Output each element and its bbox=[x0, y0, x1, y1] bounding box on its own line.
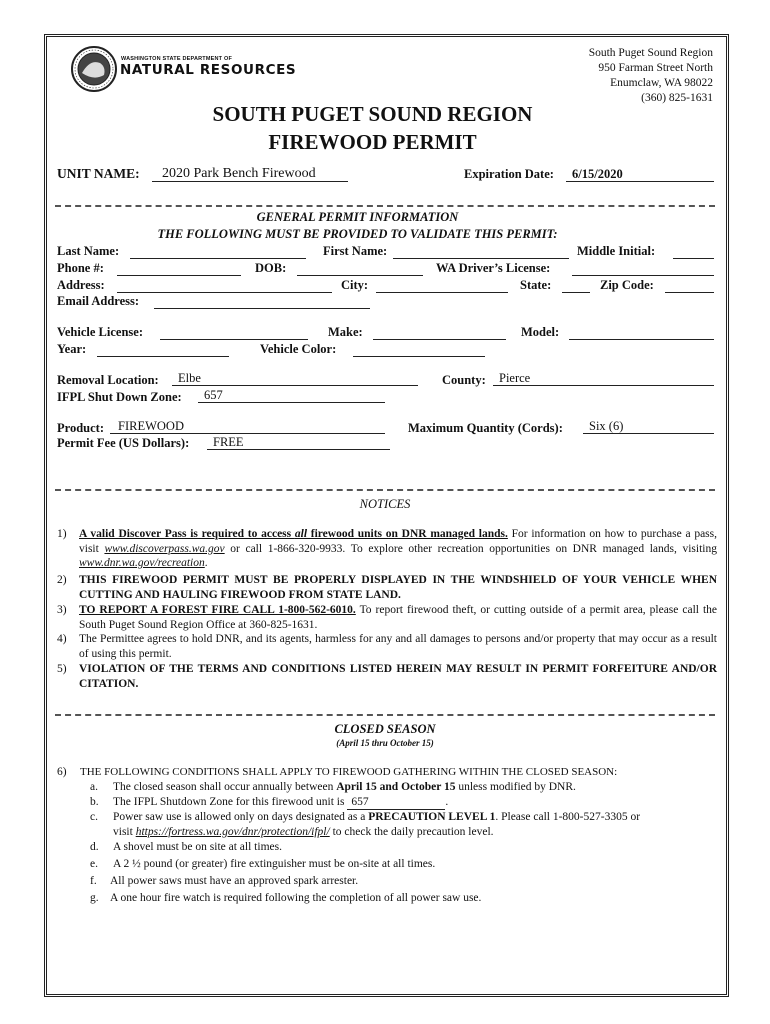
cond-b-text: The IFPL Shutdown Zone for this firewood unit is bbox=[113, 796, 348, 808]
unit-name-value: 2020 Park Bench Firewood bbox=[162, 166, 316, 181]
state-label: State: bbox=[520, 278, 552, 292]
permit-fee-label: Permit Fee (US Dollars): bbox=[57, 436, 190, 450]
notice-1-all: all bbox=[294, 528, 308, 540]
closed-season-dates: (April 15 thru October 15) bbox=[336, 738, 434, 748]
cond-c-end: to check the daily precaution level. bbox=[329, 826, 494, 838]
section-divider bbox=[55, 489, 715, 491]
notice-number: 2) bbox=[57, 574, 67, 586]
unit-name-label: UNIT NAME: bbox=[57, 166, 140, 181]
cond-b bbox=[113, 795, 448, 810]
dob-label: DOB: bbox=[255, 261, 287, 275]
cond-c-text-2: . Please call 1-800-527-3305 or bbox=[495, 811, 641, 823]
first-name-field[interactable] bbox=[393, 244, 569, 259]
notice-number: 5) bbox=[57, 663, 67, 675]
page-title bbox=[0, 100, 745, 156]
removal-location-value: Elbe bbox=[178, 371, 201, 385]
model-field[interactable] bbox=[569, 325, 714, 340]
last-name-field[interactable] bbox=[130, 244, 306, 259]
cond-f-letter: f. bbox=[90, 875, 97, 887]
address-label: Address: bbox=[57, 278, 105, 292]
office-address bbox=[589, 46, 713, 106]
model-label: Model: bbox=[521, 325, 560, 339]
unit-name-field[interactable] bbox=[152, 167, 348, 182]
address-region: South Puget Sound Region bbox=[588, 47, 713, 59]
closed-intro-number: 6) bbox=[57, 766, 67, 778]
cond-a-letter: a. bbox=[90, 781, 98, 793]
notice-5 bbox=[57, 662, 717, 691]
general-subheading: THE FOLLOWING MUST BE PROVIDED TO VALIDATE THIS PERMIT: bbox=[157, 227, 558, 241]
dnr-recreation-link[interactable]: www.dnr.wa.gov/recreation bbox=[79, 557, 205, 569]
notice-1-bold-b: firewood units on DNR managed lands. bbox=[307, 528, 508, 540]
state-field[interactable] bbox=[562, 278, 590, 293]
vehicle-color-field[interactable] bbox=[353, 342, 485, 357]
notice-number: 4) bbox=[57, 633, 67, 645]
vehicle-color-label: Vehicle Color: bbox=[260, 342, 337, 356]
max-quantity-value: Six (6) bbox=[589, 419, 624, 433]
zip-label: Zip Code: bbox=[600, 278, 654, 292]
notice-2-text: THIS FIREWOOD PERMIT MUST BE PROPERLY DISPLAYED IN THE WINDSHIELD OF YOUR VEHICLE WHEN CUTTING AND HAULING FIREWOOD FROM STATE LAND. bbox=[79, 574, 717, 601]
address-street: 950 Farman Street North bbox=[598, 62, 713, 74]
dnr-seal-logo bbox=[70, 45, 118, 93]
removal-location-label: Removal Location: bbox=[57, 373, 159, 387]
ifpl-zone-field[interactable] bbox=[198, 388, 385, 403]
cond-b-end: . bbox=[445, 796, 449, 808]
max-quantity-field[interactable] bbox=[583, 419, 714, 434]
vehicle-license-label: Vehicle License: bbox=[57, 325, 143, 339]
vehicle-license-field[interactable] bbox=[160, 325, 308, 340]
middle-initial-field[interactable] bbox=[673, 244, 714, 259]
notice-3-bold: TO REPORT A FOREST FIRE CALL 1-800-562-6010. bbox=[79, 604, 356, 616]
discover-pass-link[interactable]: www.discoverpass.wa.gov bbox=[104, 542, 225, 555]
title-line-1: SOUTH PUGET SOUND REGION bbox=[212, 102, 533, 126]
last-name-label: Last Name: bbox=[57, 244, 120, 258]
cond-c-line2 bbox=[113, 825, 494, 839]
max-quantity-label: Maximum Quantity (Cords): bbox=[408, 421, 563, 435]
notice-1-rest: For information on how to purchase a pass, visit bbox=[79, 528, 718, 555]
cond-c-letter: c. bbox=[90, 811, 98, 823]
notice-4-text: The Permittee agrees to hold DNR, and its agents, harmless for any and all damages to persons and/or property that may occur as a result of using this permit. bbox=[79, 633, 717, 660]
notice-1-mid: or call 1-866-320-9933. To explore other recreation opportunities on DNR managed lands, visiting bbox=[224, 542, 717, 555]
notice-5-text: VIOLATION OF THE TERMS AND CONDITIONS LISTED HEREIN MAY RESULT IN PERMIT FORFEITURE AND/OR CITATION. bbox=[79, 663, 717, 690]
cond-a-end: unless modified by DNR. bbox=[455, 781, 576, 793]
cond-a-text: The closed season shall occur annually between bbox=[113, 781, 337, 793]
title-line-2: FIREWOOD PERMIT bbox=[268, 130, 477, 154]
product-value: FIREWOOD bbox=[118, 419, 184, 433]
agency-name-small: WASHINGTON STATE DEPARTMENT OF bbox=[121, 56, 233, 62]
notice-4 bbox=[57, 632, 717, 661]
county-field[interactable] bbox=[493, 371, 714, 386]
year-field[interactable] bbox=[97, 342, 229, 357]
address-phone: (360) 825-1631 bbox=[641, 92, 713, 104]
city-label: City: bbox=[341, 278, 369, 292]
notice-3 bbox=[57, 603, 717, 632]
county-value: Pierce bbox=[499, 371, 531, 385]
cond-b-field[interactable] bbox=[347, 795, 445, 810]
notice-number: 3) bbox=[57, 604, 67, 616]
dob-field[interactable] bbox=[297, 261, 423, 276]
permit-fee-value: FREE bbox=[213, 435, 244, 449]
section-divider bbox=[55, 205, 715, 207]
cond-e: A 2 ½ pound (or greater) fire extinguisher must be on-site at all times. bbox=[113, 858, 436, 870]
general-heading: GENERAL PERMIT INFORMATION bbox=[256, 210, 459, 224]
cond-a bbox=[113, 780, 576, 794]
removal-location-field[interactable] bbox=[172, 371, 418, 386]
cond-a-bold: April 15 and October 15 bbox=[336, 781, 456, 793]
closed-intro: THE FOLLOWING CONDITIONS SHALL APPLY TO FIREWOOD GATHERING WITHIN THE CLOSED SEASON: bbox=[80, 766, 618, 778]
email-label: Email Address: bbox=[57, 294, 140, 308]
first-name-label: First Name: bbox=[323, 244, 388, 258]
section-divider bbox=[55, 714, 715, 716]
cond-b-letter: b. bbox=[90, 796, 99, 808]
cond-c-visit: visit bbox=[113, 826, 136, 838]
cond-c-bold: PRECAUTION LEVEL 1 bbox=[368, 811, 496, 823]
city-field[interactable] bbox=[376, 278, 508, 293]
year-label: Year: bbox=[57, 342, 87, 356]
product-field[interactable] bbox=[110, 419, 385, 434]
expiration-field[interactable] bbox=[566, 167, 714, 182]
closed-season-heading: CLOSED SEASON bbox=[334, 722, 436, 736]
email-field[interactable] bbox=[154, 294, 370, 309]
notice-3-rest: To report firewood theft, or cutting outside of a permit area, please call the South Puget Sound Region Office at 360-825-1631. bbox=[79, 604, 717, 631]
cond-g: A one hour fire watch is required following the completion of all power saw use. bbox=[110, 892, 482, 904]
phone-field[interactable] bbox=[117, 261, 241, 276]
notice-1 bbox=[57, 527, 717, 571]
cond-b-value: 657 bbox=[351, 796, 369, 808]
ifpl-zone-label: IFPL Shut Down Zone: bbox=[57, 390, 182, 404]
cond-f: All power saws must have an approved spark arrester. bbox=[110, 875, 359, 887]
make-label: Make: bbox=[328, 325, 363, 339]
permit-fee-field[interactable] bbox=[207, 435, 390, 450]
notice-2 bbox=[57, 573, 717, 602]
ifpl-zone-value: 657 bbox=[204, 388, 223, 402]
cond-d: A shovel must be on site at all times. bbox=[113, 841, 282, 853]
cond-c-text: Power saw use is allowed only on days designated as a bbox=[113, 811, 369, 823]
cond-e-letter: e. bbox=[90, 858, 98, 870]
notice-1-bold-a: A valid Discover Pass is required to access bbox=[79, 528, 295, 540]
drivers-license-label: WA Driver’s License: bbox=[436, 261, 551, 275]
cond-d-letter: d. bbox=[90, 841, 99, 853]
expiration-value: 6/15/2020 bbox=[572, 167, 623, 181]
county-label: County: bbox=[442, 373, 486, 387]
cond-c bbox=[113, 810, 640, 824]
notices-heading: NOTICES bbox=[359, 497, 411, 511]
notice-number: 1) bbox=[57, 528, 67, 540]
make-field[interactable] bbox=[373, 325, 506, 340]
zip-field[interactable] bbox=[665, 278, 714, 293]
agency-name-large: NATURAL RESOURCES bbox=[120, 62, 297, 78]
cond-g-letter: g. bbox=[90, 892, 99, 904]
middle-initial-label: Middle Initial: bbox=[577, 244, 656, 258]
notice-1-end: . bbox=[204, 557, 208, 569]
address-city: Enumclaw, WA 98022 bbox=[610, 77, 713, 89]
ifpl-link[interactable]: https://fortress.wa.gov/dnr/protection/ifpl/ bbox=[135, 826, 330, 838]
notice-1-bold bbox=[79, 528, 508, 540]
drivers-license-field[interactable] bbox=[572, 261, 714, 276]
expiration-label: Expiration Date: bbox=[464, 167, 554, 181]
product-label: Product: bbox=[57, 421, 104, 435]
phone-label: Phone #: bbox=[57, 261, 104, 275]
address-field[interactable] bbox=[117, 278, 332, 293]
